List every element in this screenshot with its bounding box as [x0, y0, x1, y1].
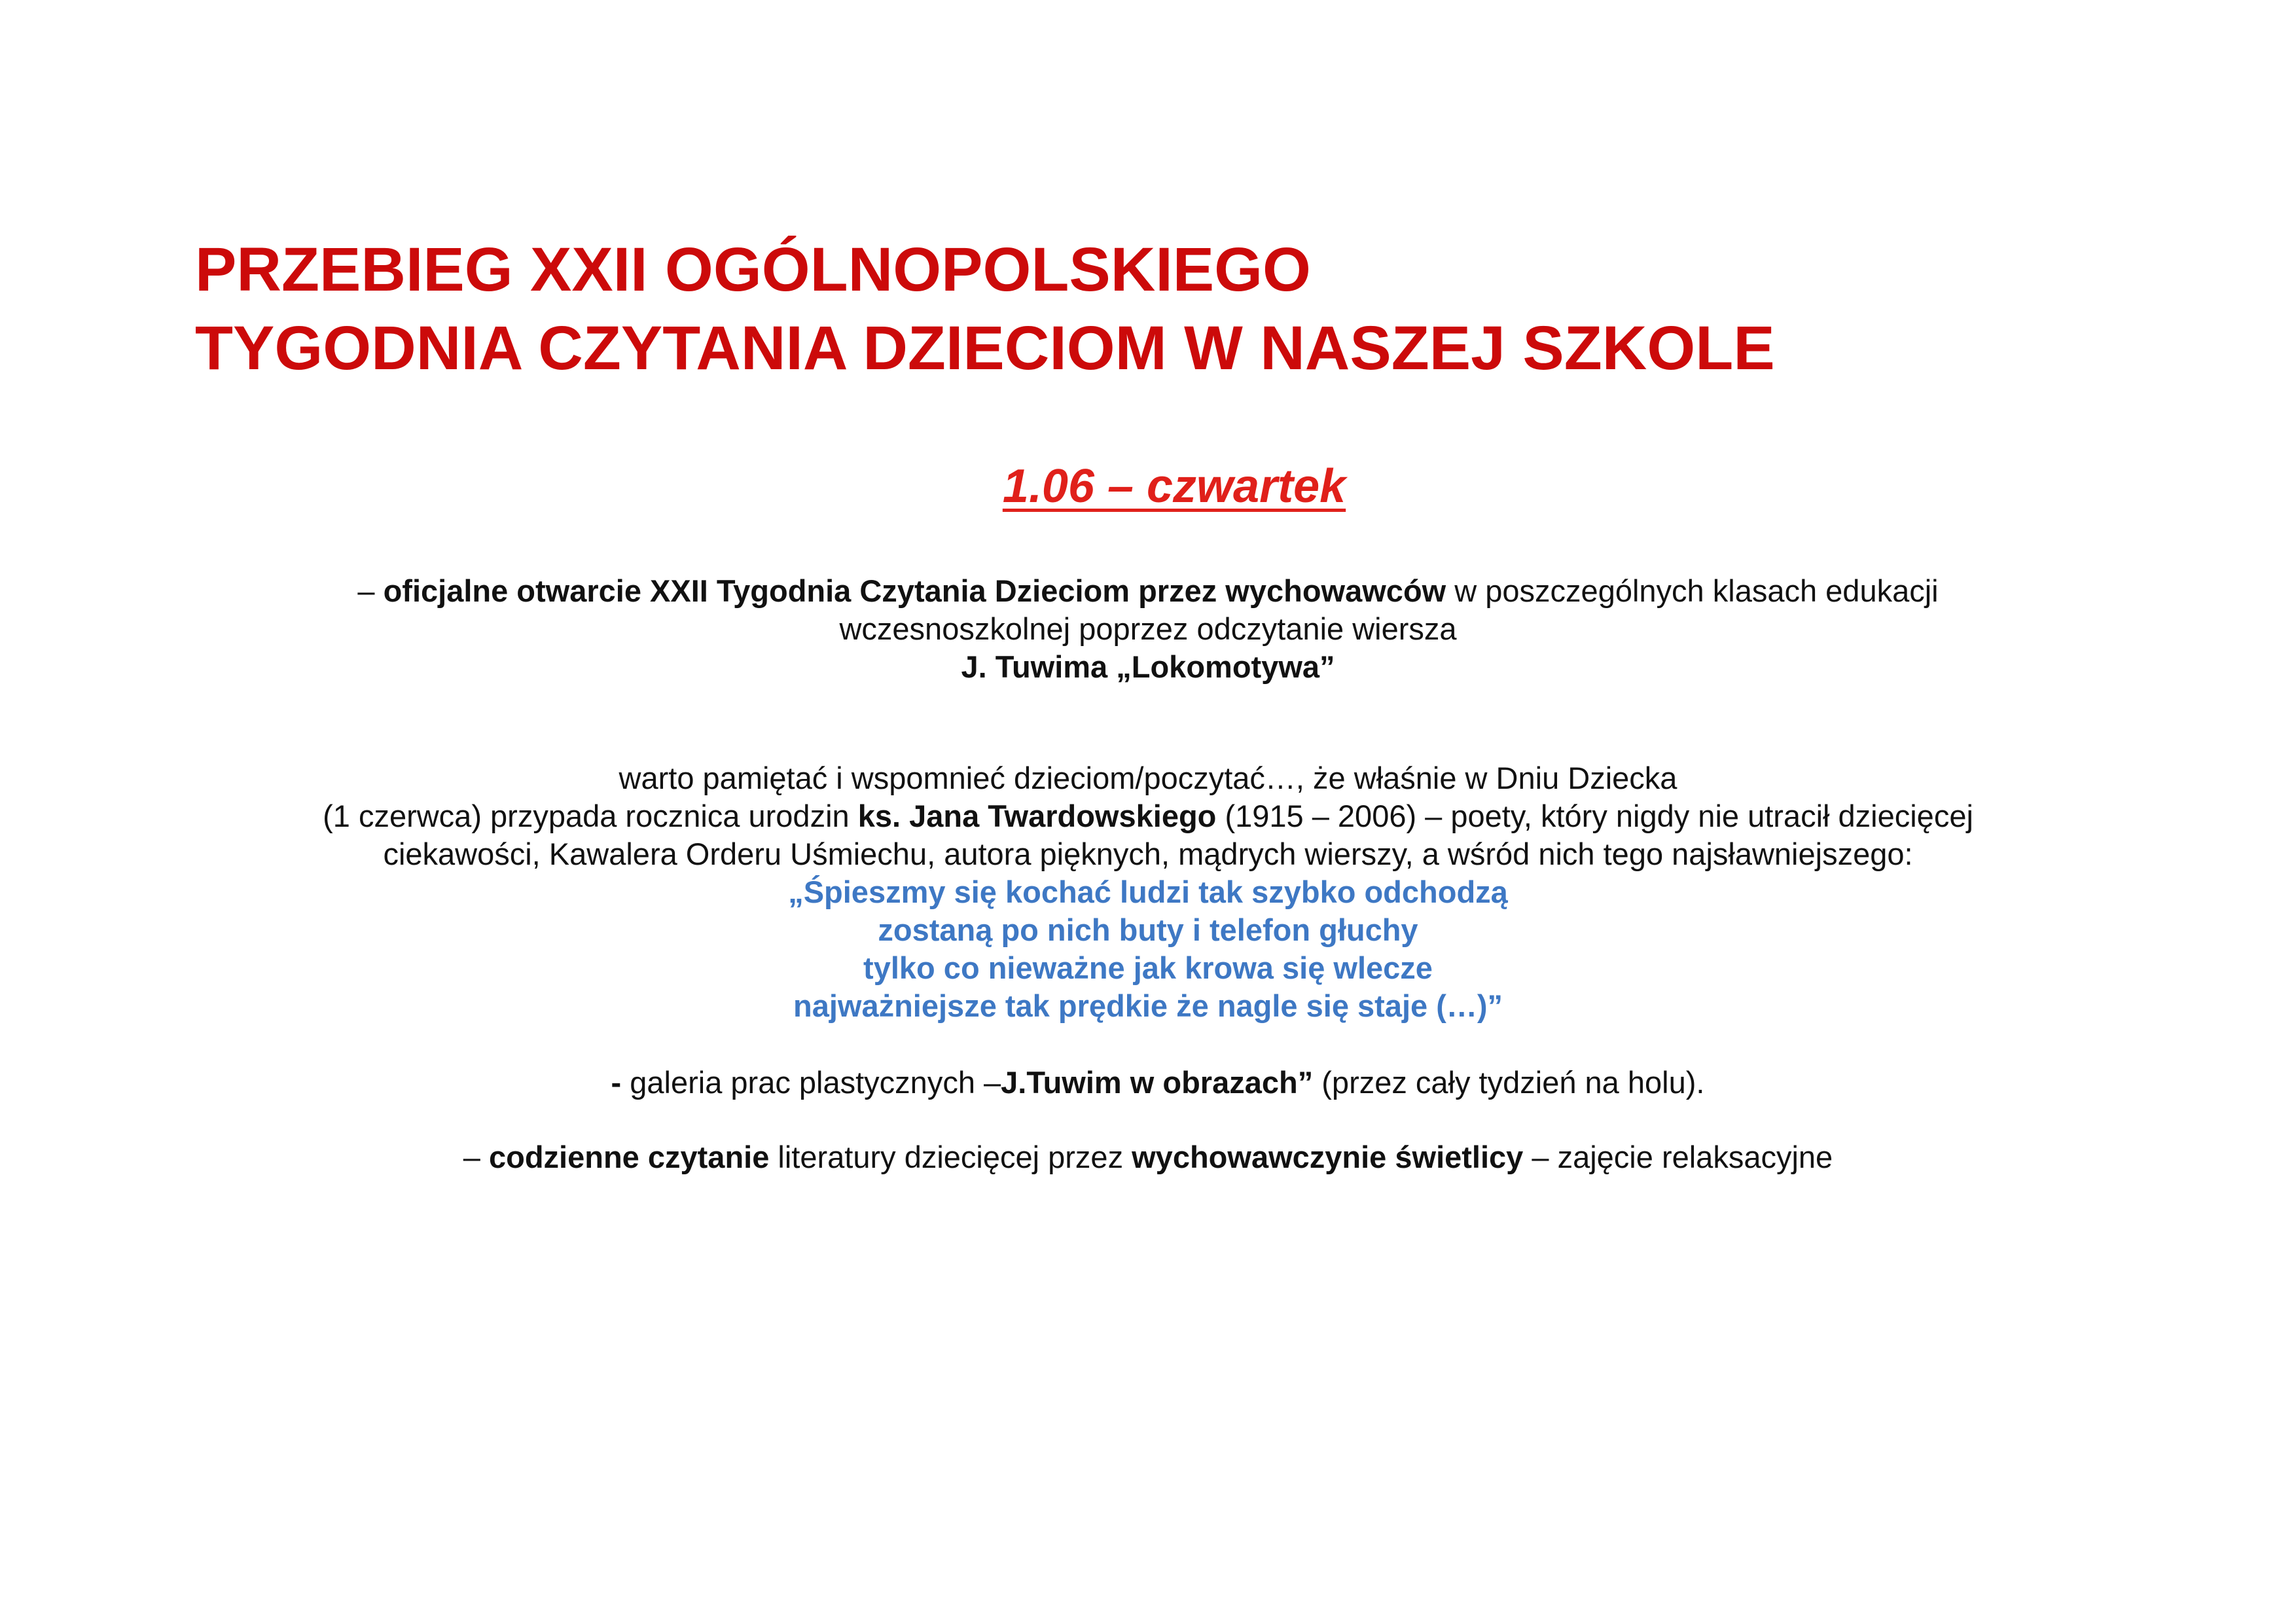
gallery-text-a: galeria prac plastycznych –: [630, 1065, 1001, 1100]
opening-line-1: [0, 572, 2296, 610]
poem-line-4: najważniejsze tak prędkie że nagle się staje (…)”: [793, 988, 1503, 1023]
gallery-text-b: J.Tuwim w obrazach”: [1001, 1065, 1314, 1100]
remember-paragraph: [0, 759, 2296, 1025]
gallery-line: [20, 1064, 2296, 1102]
title-line-2: TYGODNIA CZYTANIA DZIECIOM W NASZEJ SZKOLE: [195, 314, 1775, 383]
daily-bold-2: wychowawczynie świetlicy: [1132, 1140, 1524, 1174]
remember-line-3: ciekawości, Kawalera Orderu Uśmiechu, autora pięknych, mądrych wierszy, a wśród nich tego najsławniejszego:: [383, 837, 1913, 871]
dash: –: [357, 573, 384, 608]
opening-paragraph: [0, 572, 2296, 686]
daily-dash: –: [463, 1140, 489, 1174]
date-heading-text: 1.06 – czwartek: [1002, 460, 1346, 513]
opening-rest-text: w poszczególnych klasach edukacji: [1446, 573, 1939, 608]
gallery-text-c: (przez cały tydzień na holu).: [1313, 1065, 1705, 1100]
opening-line-2: wczesnoszkolnej poprzez odczytanie wiersza: [839, 611, 1457, 646]
opening-line-3: J. Tuwima „Lokomotywa”: [961, 649, 1335, 684]
daily-reading-paragraph: [0, 1138, 2296, 1176]
daily-text-1: literatury dziecięcej przez: [769, 1140, 1132, 1174]
remember-line-2: [0, 797, 2296, 835]
opening-bold-text: oficjalne otwarcie XXII Tygodnia Czytania Dzieciom przez wychowawców: [383, 573, 1446, 608]
remember-line-2c: (1915 – 2006) – poety, który nigdy nie utracił dziecięcej: [1216, 799, 1973, 833]
daily-bold-1: codzienne czytanie: [489, 1140, 770, 1174]
poem-line-2: zostaną po nich buty i telefon głuchy: [878, 912, 1418, 947]
poem-line-1: „Śpieszmy się kochać ludzi tak szybko odchodzą: [788, 875, 1508, 909]
poet-name: ks. Jana Twardowskiego: [857, 799, 1217, 833]
daily-text-2: – zajęcie relaksacyjne: [1523, 1140, 1833, 1174]
daily-line: [0, 1138, 2296, 1176]
title-line-1: PRZEBIEG XXII OGÓLNOPOLSKIEGO: [195, 235, 1311, 304]
page-title: [195, 230, 1775, 388]
date-heading: [0, 457, 2296, 516]
gallery-dash: -: [611, 1065, 630, 1100]
poem-line-3: tylko co nieważne jak krowa się wlecze: [863, 950, 1433, 985]
gallery-paragraph: [0, 1064, 2296, 1102]
remember-line-1: warto pamiętać i wspomnieć dzieciom/poczytać…, że właśnie w Dniu Dziecka: [619, 761, 1677, 795]
remember-line-2a: (1 czerwca) przypada rocznica urodzin: [323, 799, 858, 833]
